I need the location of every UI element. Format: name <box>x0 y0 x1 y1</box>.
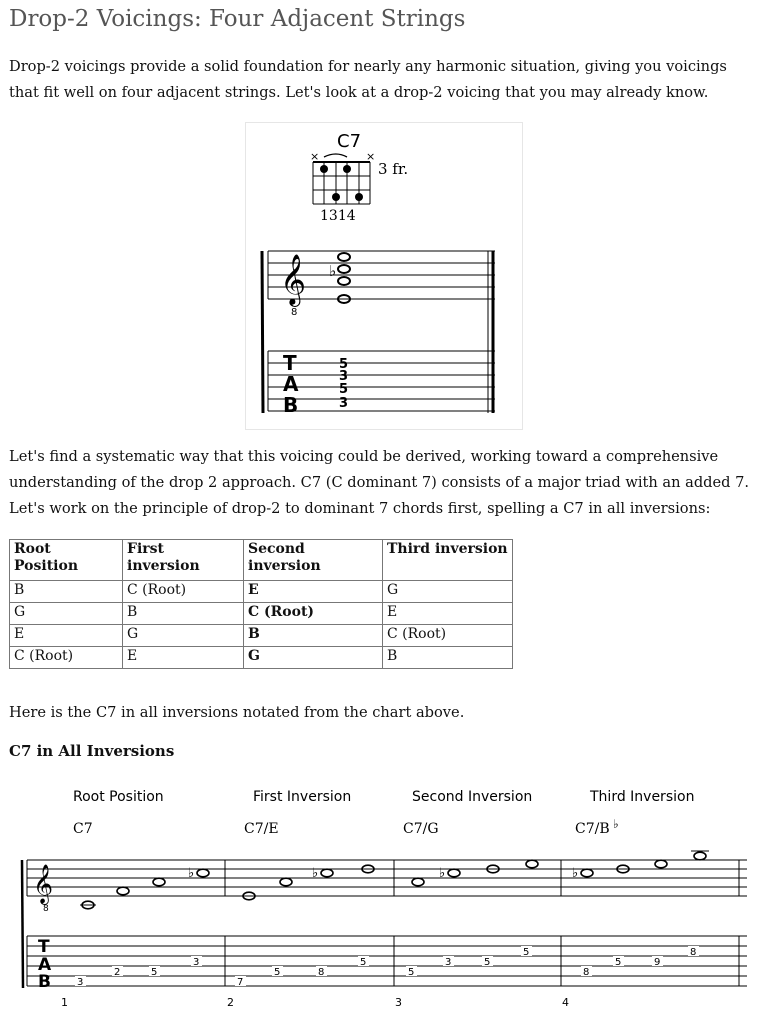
note-head <box>321 869 333 877</box>
tab-letter-a: A <box>283 372 299 396</box>
measure-number: 3 <box>395 996 402 1009</box>
note-head <box>153 878 165 886</box>
table-cell: B <box>123 603 244 625</box>
finger-dot <box>343 165 351 173</box>
table-cell: G <box>123 625 244 647</box>
tab-fret: 3 <box>445 957 452 968</box>
c7-voicing-svg <box>246 123 522 429</box>
note-head <box>655 860 667 868</box>
note-head <box>117 887 129 895</box>
tab-number: 3 <box>339 396 349 411</box>
tab-letter-t: T <box>38 937 50 957</box>
finger-dot <box>320 165 328 173</box>
table-row <box>10 625 513 647</box>
inversion-headings <box>73 789 694 805</box>
table-cell: C (Root) <box>10 647 123 669</box>
tab-frets <box>75 946 699 988</box>
table-cell: E <box>244 581 383 603</box>
tab-fret: 5 <box>360 957 367 968</box>
measure-number: 2 <box>227 996 234 1009</box>
tab-fret: 3 <box>77 977 84 988</box>
tab-fret: 8 <box>318 967 325 978</box>
flat-icon: ♭ <box>439 866 446 881</box>
tab-number: 5 <box>339 382 349 397</box>
tab-fret: 7 <box>237 977 244 988</box>
table-header: First inversion <box>123 540 244 581</box>
table-row <box>10 581 513 603</box>
finger-dot <box>355 193 363 201</box>
table-cell: E <box>123 647 244 669</box>
table-cell: E <box>10 625 123 647</box>
table-cell: C (Root) <box>244 603 383 625</box>
inversions-staff <box>22 860 747 988</box>
note-head <box>338 277 350 285</box>
tab-fret: 3 <box>193 957 200 968</box>
table-header: Second inversion <box>244 540 383 581</box>
inversions-table <box>9 539 513 669</box>
table-cell: C (Root) <box>123 581 244 603</box>
derivation-paragraph: Let's find a systematic way that this voicing could be derived, working toward a comprehensive understanding of the drop 2 approach. C7 (C dominant 7) consists of a major triad with an added 7. Let's work on the principle of drop-2 to dominant 7 chords first, spelling a C7 in all inversions: <box>9 448 750 517</box>
measure-number: 4 <box>562 996 569 1009</box>
inversion-heading: First Inversion <box>253 789 352 805</box>
flat-icon: ♭ <box>312 866 319 881</box>
inversion-heading: Root Position <box>73 789 164 805</box>
flat-icon: ♭ <box>572 866 579 881</box>
muted-string-marker: × <box>310 150 320 163</box>
inversions-tab-staff <box>27 936 747 986</box>
note-head <box>338 265 350 273</box>
tab-fret: 5 <box>615 957 622 968</box>
notation-intro-paragraph: Here is the C7 in all inversions notated from the chart above. <box>9 704 465 721</box>
chord-symbol: C7 <box>73 821 93 837</box>
muted-string-marker: × <box>366 150 376 163</box>
tab-fret: 5 <box>151 967 158 978</box>
fingering-label: 1314 <box>320 208 356 224</box>
tab-fret: 9 <box>654 957 661 968</box>
inversion-heading: Second Inversion <box>412 789 533 805</box>
note-head <box>526 860 538 868</box>
page-title: Drop-2 Voicings: Four Adjacent Strings <box>9 6 466 32</box>
tab-letter-b: B <box>283 393 299 417</box>
note-head <box>581 869 593 877</box>
note-head <box>694 852 706 860</box>
table-cell: E <box>383 603 513 625</box>
chord-notes <box>329 253 353 303</box>
tab-fret: 5 <box>408 967 415 978</box>
tab-letter-a: A <box>38 955 52 975</box>
flat-icon: ♭ <box>613 817 619 831</box>
tab-numbers <box>339 357 348 411</box>
tab-letter-b: B <box>38 972 51 992</box>
table-row <box>10 647 513 669</box>
table-header-row <box>10 540 513 581</box>
flat-icon: ♭ <box>188 866 195 881</box>
tab-staff <box>268 351 495 411</box>
tab-fret: 5 <box>274 967 281 978</box>
note-head <box>338 253 350 261</box>
table-cell: G <box>10 603 123 625</box>
chord-symbol: C7/E <box>244 821 279 837</box>
flat-icon: ♭ <box>329 262 337 280</box>
table-header: Root Position <box>10 540 123 581</box>
measure-numbers <box>61 996 569 1009</box>
tab-number: 3 <box>339 369 349 384</box>
tab-fret: 8 <box>583 967 590 978</box>
measure-number: 1 <box>61 996 68 1009</box>
chord-symbol: C7/B <box>575 821 610 837</box>
chord-symbol: C7/G <box>403 821 439 837</box>
fret-label: 3 fr. <box>378 160 409 178</box>
section-subheading: C7 in All Inversions <box>9 742 175 760</box>
tab-fret: 8 <box>690 947 697 958</box>
accidentals <box>188 866 578 881</box>
note-head <box>448 869 460 877</box>
table-cell: B <box>10 581 123 603</box>
table-cell: B <box>383 647 513 669</box>
treble-clef-icon: 𝄞 <box>33 864 54 904</box>
inversion-heading: Third Inversion <box>590 789 695 805</box>
chord-symbols <box>73 817 619 837</box>
all-inversions-svg <box>9 780 759 1016</box>
chord-name: C7 <box>337 131 362 152</box>
all-inversions-figure <box>9 780 759 1016</box>
tab-fret: 5 <box>484 957 491 968</box>
table-cell: B <box>244 625 383 647</box>
note-head <box>197 869 209 877</box>
clef-octave: 8 <box>43 904 49 914</box>
tab-fret: 2 <box>114 967 121 978</box>
note-head <box>412 878 424 886</box>
table-row <box>10 603 513 625</box>
barre-arc <box>324 154 347 157</box>
table-cell: C (Root) <box>383 625 513 647</box>
finger-dot <box>332 193 340 201</box>
tab-letter-t: T <box>283 351 297 375</box>
table-cell: G <box>244 647 383 669</box>
treble-clef-icon: 𝄞 <box>280 254 307 305</box>
tab-number: 5 <box>339 357 349 372</box>
clef-octave: 8 <box>291 307 298 318</box>
tab-fret: 5 <box>523 947 530 958</box>
note-head <box>280 878 292 886</box>
table-cell: G <box>383 581 513 603</box>
c7-voicing-figure <box>245 122 523 430</box>
intro-paragraph: Drop-2 voicings provide a solid foundation for nearly any harmonic situation, giving you voicings that fit well on four adjacent strings. Let's look at a drop-2 voicing that you may already know. <box>9 58 727 101</box>
table-header: Third inversion <box>383 540 513 581</box>
